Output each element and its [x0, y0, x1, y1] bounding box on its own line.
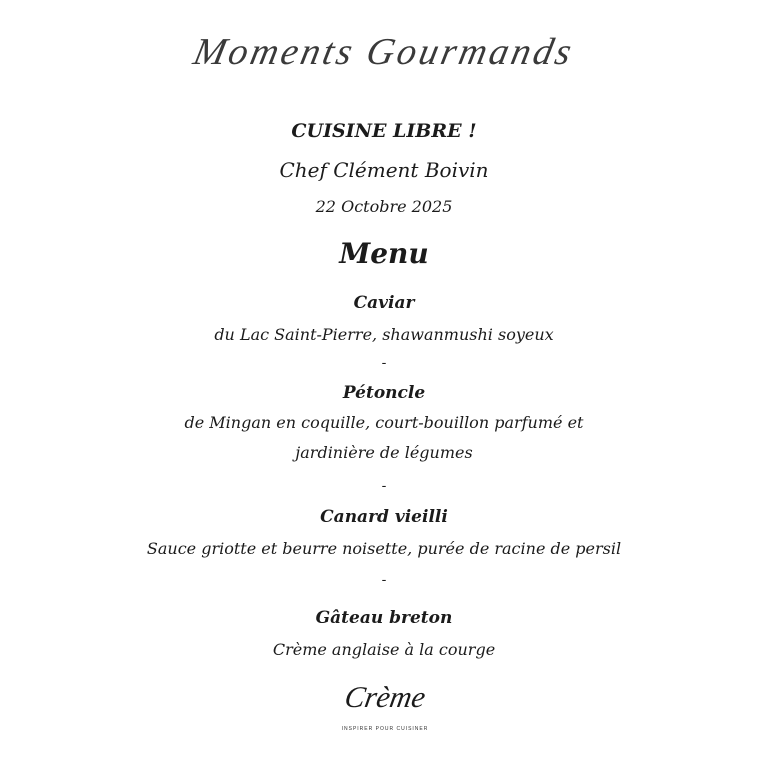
- course-separator: -: [381, 572, 387, 588]
- course-name-gateau: Gâteau breton: [315, 608, 453, 628]
- creme-logo: [335, 680, 435, 740]
- logo-tagline: INSPIRER POUR CUISINER: [341, 726, 429, 732]
- brand-script-title: Moments Gourmands: [189, 31, 579, 73]
- logo-word: Crème: [342, 681, 428, 714]
- course-desc-caviar: du Lac Saint-Pierre, shawanmushi soyeux: [214, 325, 554, 344]
- course-name-caviar: Caviar: [353, 293, 415, 313]
- course-desc-canard: Sauce griotte et beurre noisette, purée de racine de persil: [146, 539, 622, 558]
- course-separator: -: [381, 478, 387, 494]
- course-name-canard: Canard vieilli: [320, 507, 448, 527]
- course-desc-petoncle-line2: jardinière de légumes: [295, 443, 473, 462]
- chef-name: Chef Clément Boivin: [279, 158, 489, 182]
- event-title: CUISINE LIBRE !: [291, 120, 477, 142]
- course-name-petoncle: Pétoncle: [342, 383, 426, 403]
- course-desc-gateau: Crème anglaise à la courge: [272, 640, 496, 659]
- course-desc-petoncle-line1: de Mingan en coquille, court-bouillon parfumé et: [184, 413, 584, 432]
- course-separator: -: [381, 355, 387, 371]
- menu-heading: Menu: [339, 237, 429, 270]
- event-date: 22 Octobre 2025: [315, 197, 453, 216]
